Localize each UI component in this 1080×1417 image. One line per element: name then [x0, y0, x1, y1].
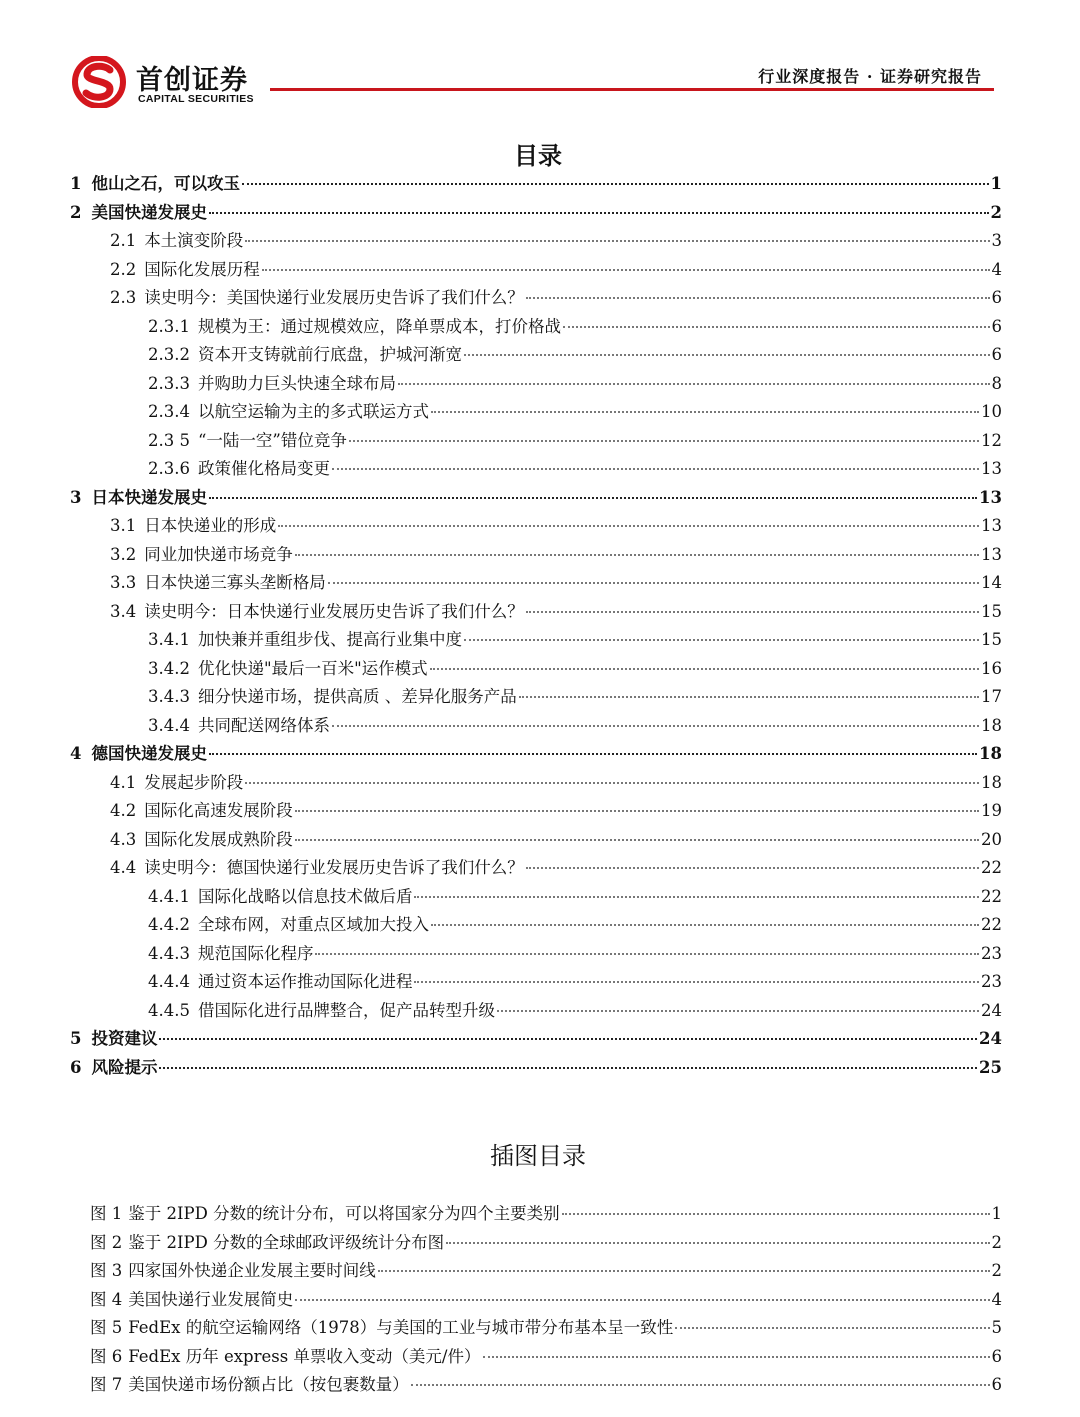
entry-number: 4.3 [110, 829, 137, 849]
toc-entry[interactable] [90, 1343, 1002, 1372]
dot-leader [675, 1326, 989, 1329]
dot-leader [398, 382, 990, 385]
entry-page-number: 6 [991, 316, 1002, 336]
entry-number: 4.2 [110, 801, 137, 820]
toc-entry[interactable] [90, 1371, 1002, 1400]
toc-title: 目录 [514, 142, 562, 170]
toc-entry[interactable] [70, 341, 1002, 370]
entry-page-number: 6 [991, 1346, 1002, 1366]
entry-number: 3.3 [110, 573, 137, 592]
dot-leader [526, 866, 979, 869]
entry-title: 鉴于 2IPD 分数的统计分布，可以将国家分为四个主要类别 [128, 1204, 560, 1223]
toc-entry[interactable] [70, 256, 1002, 285]
entry-title: 美国快递发展史 [91, 202, 207, 222]
dot-leader [262, 268, 990, 271]
dot-leader [562, 1212, 990, 1215]
entry-title: 投资建议 [91, 1029, 158, 1048]
dot-leader [245, 781, 979, 784]
entry-title: FedEx 历年 express 单票收入变动（美元/件） [128, 1346, 481, 1366]
entry-title: 规模为王：通过规模效应，降单票成本，打价格战 [197, 316, 561, 336]
entry-title: 国际化高速发展阶段 [144, 801, 293, 820]
entry-page-number: 16 [981, 658, 1002, 678]
entry-title: 国际化发展成熟阶段 [144, 829, 293, 849]
entry-title: 通过资本运作推动国际化进程 [197, 972, 413, 991]
entry-page-number: 23 [981, 972, 1002, 991]
entry-number: 4.1 [110, 772, 137, 792]
toc-entry[interactable] [70, 484, 1002, 513]
entry-number: 4.4.1 [148, 886, 190, 906]
entry-title: 美国快递行业发展简史 [128, 1289, 294, 1309]
entry-title: 日本快递发展史 [91, 487, 207, 507]
logo-mark-icon [70, 56, 128, 108]
entry-number: 5 [70, 1029, 82, 1048]
entry-title: 加快兼并重组步伐、提高行业集中度 [197, 630, 462, 649]
entry-title: 同业加快递市场竞争 [144, 544, 293, 564]
entry-number: 3.4 [110, 601, 137, 621]
dot-leader [519, 695, 979, 698]
toc-entry[interactable] [70, 968, 1002, 997]
toc-entry[interactable] [70, 769, 1002, 798]
toc-entry[interactable] [70, 940, 1002, 969]
figure-list [90, 1200, 1002, 1400]
dot-leader [526, 296, 990, 299]
entry-number: 2.3 [110, 288, 137, 307]
dot-leader [497, 1009, 979, 1012]
entry-page-number: 4 [991, 259, 1002, 279]
entry-number: 4.4.2 [148, 915, 190, 934]
entry-page-number: 6 [991, 1375, 1002, 1394]
entry-number: 图 4 [90, 1289, 123, 1309]
toc-entry[interactable] [70, 199, 1002, 228]
entry-number: 6 [70, 1057, 82, 1077]
entry-title: 共同配送网络体系 [197, 715, 330, 735]
dot-leader [278, 524, 979, 527]
dot-leader [431, 410, 979, 413]
entry-title: 读史明今：德国快递行业发展历史告诉了我们什么？ [144, 858, 524, 877]
dot-leader [378, 1269, 990, 1272]
dot-leader [209, 211, 989, 214]
entry-number: 2.2 [110, 259, 137, 279]
dot-leader [483, 1355, 990, 1358]
entry-title: 细分快递市场，提供高质 、差异化服务产品 [197, 687, 517, 706]
entry-page-number: 6 [991, 288, 1002, 307]
entry-number: 4.4.3 [148, 943, 190, 963]
figure-list-title: 插图目录 [490, 1142, 586, 1170]
entry-number: 2.3 5 [148, 430, 190, 450]
dot-leader [245, 239, 989, 242]
entry-page-number: 6 [991, 345, 1002, 364]
dot-leader [414, 980, 979, 983]
entry-title: 国际化战略以信息技术做后盾 [197, 886, 413, 906]
report-type-label: 行业深度报告 · 证券研究报告 [758, 67, 982, 86]
toc-entry[interactable] [90, 1286, 1002, 1315]
dot-leader [332, 724, 979, 727]
entry-number: 图 6 [90, 1346, 123, 1366]
entry-number: 2.3.3 [148, 373, 190, 393]
entry-number: 4 [70, 744, 82, 763]
entry-number: 4.4.5 [148, 1000, 190, 1020]
toc-entry[interactable] [70, 1054, 1002, 1083]
entry-title: 本土演变阶段 [144, 231, 244, 250]
entry-title: 借国际化进行品牌整合，促产品转型升级 [197, 1000, 495, 1020]
toc-entry[interactable] [70, 740, 1002, 769]
toc-entry[interactable] [70, 911, 1002, 940]
dot-leader [295, 553, 979, 556]
toc-entry[interactable] [70, 284, 1002, 313]
dot-leader [430, 667, 979, 670]
entry-number: 3.1 [110, 516, 137, 535]
entry-number: 图 5 [90, 1318, 123, 1337]
toc-entry[interactable] [70, 541, 1002, 570]
entry-number: 4.4.4 [148, 972, 190, 991]
entry-page-number: 22 [981, 886, 1002, 906]
entry-number: 2.3.1 [148, 316, 190, 336]
entry-number: 3.4.3 [148, 687, 190, 706]
entry-page-number: 14 [981, 573, 1002, 592]
entry-page-number: 2 [991, 1232, 1002, 1252]
toc-entry[interactable] [90, 1314, 1002, 1343]
dot-leader [464, 638, 979, 641]
entry-number: 1 [70, 174, 82, 193]
toc-entry[interactable] [70, 655, 1002, 684]
entry-number: 3.4.1 [148, 630, 190, 649]
entry-page-number: 4 [991, 1289, 1002, 1309]
entry-page-number: 13 [981, 544, 1002, 564]
entry-title: 国际化发展历程 [144, 259, 260, 279]
entry-title: 以航空运输为主的多式联运方式 [197, 402, 429, 421]
entry-page-number: 19 [981, 801, 1002, 820]
entry-title: 日本快递业的形成 [144, 516, 277, 535]
dot-leader [563, 325, 990, 328]
page-header [0, 0, 1080, 120]
dot-leader [411, 1383, 990, 1386]
toc-entry[interactable] [90, 1257, 1002, 1286]
entry-page-number: 25 [979, 1057, 1002, 1077]
toc-entry[interactable] [70, 227, 1002, 256]
entry-page-number: 17 [981, 687, 1002, 706]
toc-entry[interactable] [70, 455, 1002, 484]
toc-entry[interactable] [70, 512, 1002, 541]
toc-entry[interactable] [70, 1025, 1002, 1054]
entry-page-number: 1 [990, 174, 1002, 193]
toc-entry[interactable] [70, 569, 1002, 598]
entry-page-number: 15 [981, 601, 1002, 621]
entry-title: 资本开支铸就前行底盘，护城河渐宽 [197, 345, 462, 364]
entry-title: 发展起步阶段 [144, 772, 244, 792]
entry-number: 图 1 [90, 1204, 123, 1223]
brand-name-cn: 首创证券 [136, 65, 248, 96]
entry-title: FedEx 的航空运输网络（1978）与美国的工业与城市带分布基本呈一致性 [128, 1318, 674, 1337]
entry-number: 3.4.2 [148, 658, 190, 678]
toc-entry[interactable] [70, 598, 1002, 627]
entry-page-number: 20 [981, 829, 1002, 849]
dot-leader [242, 182, 989, 185]
entry-page-number: 23 [981, 943, 1002, 963]
entry-page-number: 3 [991, 231, 1002, 250]
dot-leader [431, 923, 979, 926]
capital-securities-logo [70, 56, 280, 108]
entry-number: 图 3 [90, 1261, 123, 1280]
entry-title: 政策催化格局变更 [197, 459, 330, 478]
toc-entry[interactable] [70, 997, 1002, 1026]
entry-title: 读史明今：日本快递行业发展历史告诉了我们什么？ [144, 601, 524, 621]
dot-leader [328, 581, 979, 584]
entry-title: 读史明今：美国快递行业发展历史告诉了我们什么？ [144, 288, 524, 307]
entry-page-number: 18 [979, 744, 1002, 763]
entry-number: 图 7 [90, 1375, 123, 1394]
dot-leader [332, 467, 979, 470]
entry-number: 图 2 [90, 1232, 123, 1252]
entry-page-number: 13 [981, 516, 1002, 535]
entry-page-number: 1 [991, 1204, 1002, 1223]
entry-title: 他山之石，可以攻玉 [91, 174, 240, 193]
dot-leader [349, 439, 979, 442]
toc-entry[interactable] [70, 683, 1002, 712]
entry-number: 2 [70, 202, 82, 222]
entry-page-number: 18 [981, 715, 1002, 735]
entry-page-number: 13 [979, 487, 1002, 507]
entry-title: 美国快递市场份额占比（按包裹数量） [128, 1375, 409, 1394]
toc-entry[interactable] [70, 313, 1002, 342]
entry-number: 3.4.4 [148, 715, 190, 735]
entry-page-number: 24 [981, 1000, 1002, 1020]
entry-page-number: 24 [979, 1029, 1002, 1048]
toc-entry[interactable] [70, 826, 1002, 855]
entry-title: 鉴于 2IPD 分数的全球邮政评级统计分布图 [128, 1232, 445, 1252]
entry-number: 2.3.4 [148, 402, 190, 421]
entry-page-number: 2 [990, 202, 1002, 222]
entry-title: 全球布网，对重点区域加大投入 [197, 915, 429, 934]
entry-page-number: 8 [991, 373, 1002, 393]
entry-page-number: 22 [981, 915, 1002, 934]
entry-page-number: 15 [981, 630, 1002, 649]
brand-name-en: CAPITAL SECURITIES [138, 93, 254, 105]
entry-title: 日本快递三寡头垄断格局 [144, 573, 326, 592]
entry-title: 并购助力巨头快速全球布局 [197, 373, 396, 393]
toc-entry[interactable] [70, 883, 1002, 912]
toc-entry[interactable] [70, 854, 1002, 883]
entry-title: “一陆一空”错位竞争 [197, 430, 347, 450]
dot-leader [295, 809, 979, 812]
entry-number: 4.4 [110, 858, 137, 877]
entry-number: 3.2 [110, 544, 137, 564]
dot-leader [414, 895, 979, 898]
entry-page-number: 5 [991, 1318, 1002, 1337]
dot-leader [526, 610, 979, 613]
dot-leader [446, 1241, 989, 1244]
toc-entry[interactable] [70, 398, 1002, 427]
dot-leader [159, 1066, 977, 1069]
entry-page-number: 10 [981, 402, 1002, 421]
dot-leader [159, 1037, 977, 1040]
entry-page-number: 13 [981, 459, 1002, 478]
entry-page-number: 2 [991, 1261, 1002, 1280]
entry-number: 2.3.2 [148, 345, 190, 364]
toc-list [70, 170, 1002, 1082]
toc-entry[interactable] [70, 370, 1002, 399]
dot-leader [209, 752, 977, 755]
dot-leader [295, 838, 979, 841]
entry-number: 2.3.6 [148, 459, 190, 478]
dot-leader [464, 353, 990, 356]
dot-leader [209, 496, 977, 499]
dot-leader [315, 952, 979, 955]
toc-entry[interactable] [70, 170, 1002, 199]
header-divider [270, 88, 994, 91]
entry-number: 3 [70, 487, 82, 507]
entry-title: 规范国际化程序 [197, 943, 314, 963]
toc-entry[interactable] [70, 427, 1002, 456]
entry-title: 优化快递"最后一百米"运作模式 [197, 658, 428, 678]
toc-entry[interactable] [70, 626, 1002, 655]
toc-entry[interactable] [90, 1200, 1002, 1229]
entry-page-number: 18 [981, 772, 1002, 792]
entry-page-number: 22 [981, 858, 1002, 877]
entry-number: 2.1 [110, 231, 137, 250]
toc-entry[interactable] [90, 1229, 1002, 1258]
toc-entry[interactable] [70, 712, 1002, 741]
entry-title: 四家国外快递企业发展主要时间线 [128, 1261, 376, 1280]
entry-title: 德国快递发展史 [91, 744, 207, 763]
entry-title: 风险提示 [91, 1057, 158, 1077]
entry-page-number: 12 [981, 430, 1002, 450]
toc-entry[interactable] [70, 797, 1002, 826]
dot-leader [295, 1298, 989, 1301]
